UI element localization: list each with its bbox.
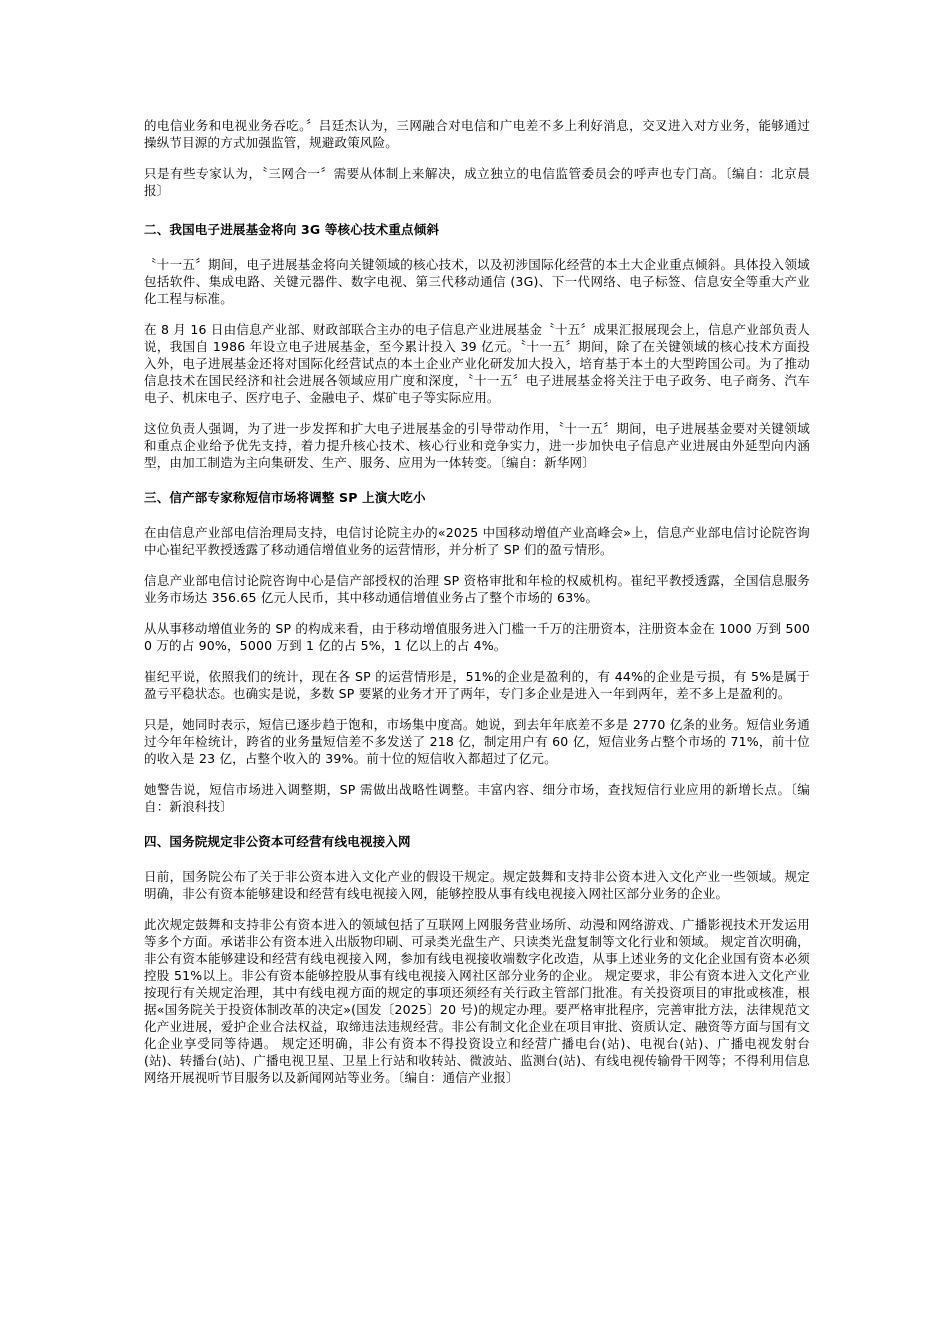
paragraph: 从从事移动增值业务的 SP 的构成来看，由于移动增值服务进入门槛一千万的注册资本，注册资本金在 1000 万到 5000 万的占 90%，5000 万到 1 亿的占 5%，1 亿以上的占 4%。	[144, 621, 810, 653]
paragraph: 此次规定鼓舞和支持非公有资本进入的领域包括了互联网上网服务营业场所、动漫和网络游戏、广播影视技术开发运用等多个方面。承诺非公有资本进入出版物印刷、可录类光盘生产、只读类光盘复制等文化行业和领域。 规定首次明确，非公有资本能够建设和经营有线电视接入网，参加有线电视接收端数字化改造，从事上述业务的文化企业国有资本必须控股 51%以上。非公有资本能够控股从事有线电视接入网社区部分业务的企业。 规定要求，非公有资本进入文化产业按现行有关规定治理，其中有线电视方面的规定的事项还须经有关行政主管部门批准。有关投资项目的审批或核准，根据«国务院关于投资体制改革的决定»(国发〔2025〕20 号)的规定办理。要严格审批程序，完善审批方法，法律规范文化产业进展，爱护企业合法权益，取缔违法违规经营。非公有制文化企业在项目审批、资质认定、融资等方面与国有文化企业享受同等待遇。 规定还明确，非公有资本不得投资设立和经营广播电台(站)、电视台(站)、广播电视发射台(站)、转播台(站)、广播电视卫星、卫星上行站和收转站、微波站、监测台(站)、有线电视传输骨干网等；不得利用信息网络开展视听节目服务以及新闻网站等业务。〔编自：通信产业报〕	[144, 917, 810, 1085]
paragraph: 在由信息产业部电信治理局支持，电信讨论院主办的«2025 中国移动增值产业高峰会»上，信息产业部电信讨论院咨询中心崔纪平教授透露了移动通信增值业务的运营情形，并分析了 SP 们的盈亏情形。	[144, 525, 810, 557]
paragraph: 〝十一五〞期间，电子进展基金将向关键领域的核心技术，以及初涉国际化经营的本土大企业重点倾斜。具体投入领域包括软件、集成电路、关键元器件、数字电视、第三代移动通信 (3G)、下一代网络、电子标签、信息安全等重大产业化工程与标准。	[144, 257, 810, 306]
paragraph: 这位负责人强调，为了进一步发挥和扩大电子进展基金的引导带动作用，〝十一五〞期间，电子进展基金要对关键领域和重点企业给予优先支持，着力提升核心技术、核心行业和竞争实力，进一步加快电子信息产业进展由外延型向内涵型，由加工制造为主向集研发、生产、服务、应用为一体转变。〔编自：新华网〕	[144, 421, 810, 470]
paragraph: 信息产业部电信讨论院咨询中心是信产部授权的治理 SP 资格审批和年检的权威机构。崔纪平教授透露，全国信息服务业务市场达 356.65 亿元人民币，其中移动通信增值业务占了整个市场的 63%。	[144, 573, 810, 605]
paragraph: 崔纪平说，依照我们的统计，现在各 SP 的运营情形是，51%的企业是盈利的，有 44%的企业是亏损，有 5%是属于盈亏平稳状态。也确实是说，多数 SP 要紧的业务才开了两年，专门多企业是进入一年到两年，差不多上是盈利的。	[144, 669, 810, 701]
paragraph: 只是，她同时表示，短信已逐步趋于饱和，市场集中度高。她说，到去年年底差不多是 2770 亿条的业务。短信业务通过今年年检统计，跨省的业务量短信差不多发送了 218 亿，制定用户有 60 亿，短信业务占整个市场的 71%，前十位的收入是 23 亿，占整个收入的 39%。前十位的短信收入都超过了亿元。	[144, 717, 810, 766]
section-heading: 三、信产部专家称短信市场将调整 SP 上演大吃小	[144, 490, 426, 505]
paragraph: 她警告说，短信市场进入调整期，SP 需做出战略性调整。丰富内容、细分市场，查找短信行业应用的新增长点。〔编自：新浪科技〕	[144, 782, 810, 814]
section-heading: 四、国务院规定非公资本可经营有线电视接入网	[144, 834, 411, 849]
paragraph: 的电信业务和电视业务吞吃。〞吕廷杰认为，三网融合对电信和广电差不多上利好消息，交叉进入对方业务，能够通过操纵节目源的方式加强监管，规避政策风险。	[144, 118, 810, 150]
paragraph: 日前，国务院公布了关于非公资本进入文化产业的假设干规定。规定鼓舞和支持非公资本进入文化产业一些领域。规定明确，非公有资本能够建设和经营有线电视接入网，能够控股从事有线电视接入网社区部分业务的企业。	[144, 869, 810, 901]
paragraph: 只是有些专家认为，〝三网合一〞需要从体制上来解决，成立独立的电信监管委员会的呼声也专门高。〔编自：北京晨报〕	[144, 166, 810, 198]
document-body	[144, 117, 810, 1100]
paragraph: 在 8 月 16 日由信息产业部、财政部联合主办的电子信息产业进展基金〝十五〞成果汇报展现会上，信息产业部负责人说，我国自 1986 年设立电子进展基金，至今累计投入 39 亿元。〝十一五〞期间，除了在关键领域的核心技术方面投入外，电子进展基金还将对国际化经营试点的本土企业产业化研发加大投入，培育基于本土的大型跨国公司。为了推动信息技术在国民经济和社会进展各领域应用广度和深度，〝十一五〞电子进展基金将关注于电子政务、电子商务、汽车电子、机床电子、医疗电子、金融电子、煤矿电子等实际应用。	[144, 322, 810, 405]
section-heading: 二、我国电子进展基金将向 3G 等核心技术重点倾斜	[144, 222, 440, 237]
